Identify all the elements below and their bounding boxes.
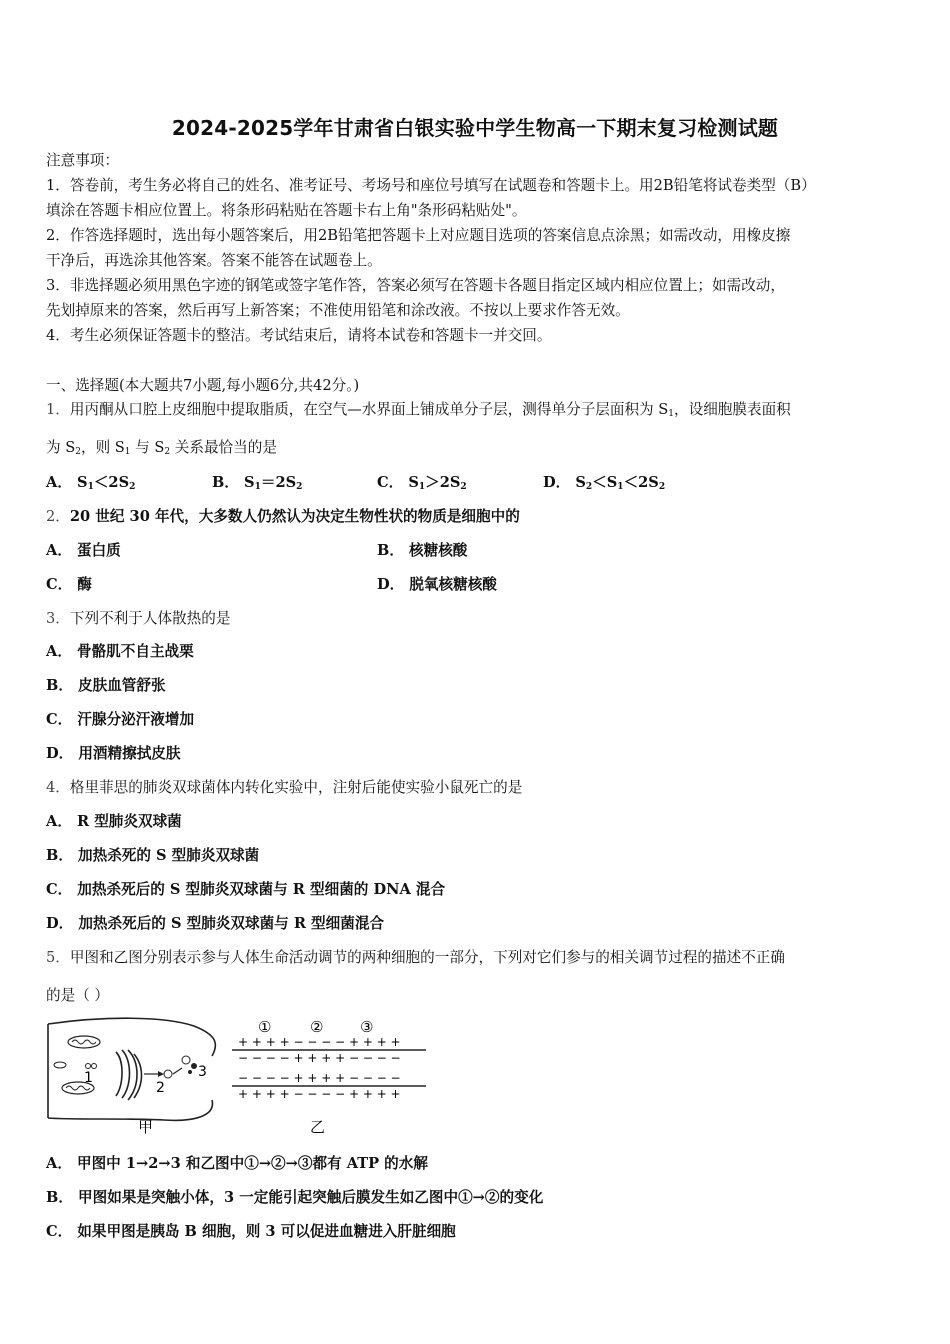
notice-line: 2．作答选择题时，选出每小题答案后，用2B铅笔把答题卡上对应题目选项的答案信息点涂黑；如需改动，用橡皮擦 <box>46 227 791 244</box>
option-text: ＜S <box>592 474 618 491</box>
subscript: 2 <box>75 447 81 457</box>
q1-option-b[interactable] <box>212 473 302 497</box>
question-5-stem <box>46 948 908 968</box>
q5-option-c[interactable]: C． 如果甲图是胰岛 B 细胞，则 3 可以促进血糖进入肝脏细胞 <box>46 1223 456 1240</box>
stem-text: 与 S <box>130 439 165 456</box>
vesicle <box>164 1070 172 1078</box>
circle-label-3: ③ <box>360 1018 374 1036</box>
mitochondrion-cristae <box>66 1086 90 1090</box>
question-5-stem-cont: 的是（ ） <box>46 987 110 1004</box>
subscript: 1 <box>617 482 624 492</box>
option-label: A． <box>46 474 72 491</box>
circle-label-2: ② <box>310 1018 324 1036</box>
question-number: 5． <box>46 949 70 966</box>
question-number: 2． <box>46 508 70 525</box>
arrow-head <box>158 1071 164 1077</box>
figure-jia <box>44 1016 224 1136</box>
subscript: 1 <box>418 482 426 492</box>
ribosome <box>54 1062 66 1068</box>
q3-option-a[interactable]: A． 骨骼肌不自主战栗 <box>46 643 194 660</box>
option-text: S <box>77 474 88 491</box>
option-label: B． <box>212 474 239 491</box>
subscript: 1 <box>124 447 131 457</box>
q4-option-b[interactable]: B． 加热杀死的 S 型肺炎双球菌 <box>46 847 260 864</box>
q1-option-d[interactable] <box>543 473 665 497</box>
stem-text: 为 S <box>46 439 76 456</box>
question-number: 4． <box>46 779 70 796</box>
subscript: 2 <box>296 482 303 492</box>
q1-option-a[interactable] <box>46 473 135 497</box>
subscript: 2 <box>164 447 171 457</box>
mitochondrion-cristae <box>72 1040 96 1044</box>
label-1: 1 <box>84 1070 93 1086</box>
option-label: C． <box>377 474 404 491</box>
subscript: 2 <box>658 482 666 492</box>
label-3: 3 <box>198 1064 207 1080</box>
q3-option-b[interactable]: B． 皮肤血管舒张 <box>46 677 166 694</box>
figure-label-jia: 甲 <box>138 1118 154 1136</box>
cell-membrane <box>48 1018 215 1120</box>
stem-text: 下列不利于人体散热的是 <box>69 610 231 627</box>
charge-row-2: − − − − + + + + − − − − <box>238 1051 401 1065</box>
stem-text: 格里菲思的肺炎双球菌体内转化实验中，注射后能使实验小鼠死亡的是 <box>69 779 523 796</box>
section-heading: 一、选择题(本大题共7小题,每小题6分,共42分。) <box>46 377 360 394</box>
option-text: ＝2S <box>260 474 297 491</box>
charge-row-3: − − − − + + + + − − − − <box>238 1071 401 1085</box>
subscript: 1 <box>668 409 675 419</box>
notice-line: 3．非选择题必须用黑色字迹的钢笔或签字笔作答，答案必须写在答题卡各题目指定区域内相应位置上；如需改动， <box>46 277 785 294</box>
stem-text: ，则 S <box>80 439 125 456</box>
q5-option-b[interactable]: B． 甲图如果是突触小体，3 一定能引起突触后膜发生如乙图中①→②的变化 <box>46 1189 544 1206</box>
charge-row-1: + + + + − − − − + + + + <box>238 1035 401 1049</box>
option-text: S <box>244 474 255 491</box>
q2-option-d[interactable]: D． 脱氧核糖核酸 <box>377 576 497 593</box>
subscript: 1 <box>87 482 94 492</box>
question-1-stem-cont <box>46 438 908 462</box>
notice-line: 填涂在答题卡相应位置上。将条形码粘贴在答题卡右上角"条形码粘贴处"。 <box>46 202 527 219</box>
q4-option-d[interactable]: D． 加热杀死后的 S 型肺炎双球菌与 R 型细菌混合 <box>46 915 385 932</box>
q4-option-c[interactable]: C． 加热杀死后的 S 型肺炎双球菌与 R 型细菌的 DNA 混合 <box>46 881 446 898</box>
option-text: S <box>408 474 419 491</box>
option-text: S <box>575 474 586 491</box>
option-text: ＞2S <box>425 474 461 491</box>
figure-yi <box>228 1016 438 1136</box>
secretion <box>188 1070 192 1074</box>
option-text: ＜2S <box>93 474 130 491</box>
notice-line: 1．答卷前，考生务必将自己的姓名、准考证号、考场号和座位号填写在试题卷和答题卡上。用2B铅笔将试卷类型（B） <box>46 177 816 194</box>
question-2-stem <box>46 507 908 527</box>
q3-option-c[interactable]: C． 汗腺分泌汗液增加 <box>46 711 195 728</box>
figure-label-yi: 乙 <box>310 1118 326 1136</box>
question-3-stem <box>46 609 908 629</box>
circle-label-1: ① <box>258 1018 272 1036</box>
label-2: 2 <box>156 1080 165 1096</box>
notice-line: 4．考生必须保证答题卡的整洁。考试结束后，请将本试卷和答题卡一并交回。 <box>46 327 552 344</box>
vesicle <box>182 1056 190 1064</box>
question-1-stem <box>46 400 908 424</box>
q5-option-a[interactable]: A． 甲图中 1→2→3 和乙图中①→②→③都有 ATP 的水解 <box>46 1155 428 1172</box>
notice-heading: 注意事项： <box>46 152 119 169</box>
q2-option-a[interactable]: A． 蛋白质 <box>46 542 121 559</box>
q4-option-a[interactable]: A． R 型肺炎双球菌 <box>46 813 182 830</box>
q3-option-d[interactable]: D． 用酒精擦拭皮肤 <box>46 745 181 762</box>
subscript: 1 <box>254 482 261 492</box>
stem-text: 关系最恰当的是 <box>170 439 277 456</box>
notice-line: 先划掉原来的答案，然后再写上新答案；不准使用铅笔和涂改液。不按以上要求作答无效。 <box>46 302 630 319</box>
question-number: 1． <box>46 401 70 418</box>
stem-text: 20 世纪 30 年代，大多数人仍然认为决定生物性状的物质是细胞中的 <box>69 508 520 525</box>
notice-line: 干净后，再选涂其他答案。答案不能答在试题卷上。 <box>46 252 382 269</box>
question-number: 3． <box>46 610 70 627</box>
q2-option-b[interactable]: B． 核糖核酸 <box>377 542 468 559</box>
stem-text: ，设细胞膜表面积 <box>674 401 791 418</box>
question-4-stem <box>46 778 908 798</box>
subscript: 2 <box>460 482 467 492</box>
subscript: 2 <box>129 482 136 492</box>
vesicle <box>92 1064 97 1069</box>
stem-text: 甲图和乙图分别表示参与人体生命活动调节的两种细胞的一部分，下列对它们参与的相关调节过程的描述不正确 <box>69 949 785 966</box>
q1-option-c[interactable] <box>377 473 467 497</box>
vesicle <box>86 1064 91 1069</box>
q2-option-c[interactable]: C． 酶 <box>46 576 92 593</box>
page-title: 2024-2025学年甘肃省白银实验中学生物高一下期末复习检测试题 <box>171 116 779 140</box>
stem-text: 用丙酮从口腔上皮细胞中提取脂质，在空气—水界面上铺成单分子层，测得单分子层面积为 S <box>69 401 669 418</box>
golgi-apparatus <box>116 1050 142 1100</box>
option-label: D． <box>543 474 571 491</box>
option-text: ＜2S <box>623 474 659 491</box>
secretion <box>191 1063 197 1069</box>
arrow-2-3 <box>173 1068 182 1074</box>
subscript: 2 <box>585 482 593 492</box>
charge-row-4: + + + + − − − − + + + + <box>238 1087 401 1101</box>
